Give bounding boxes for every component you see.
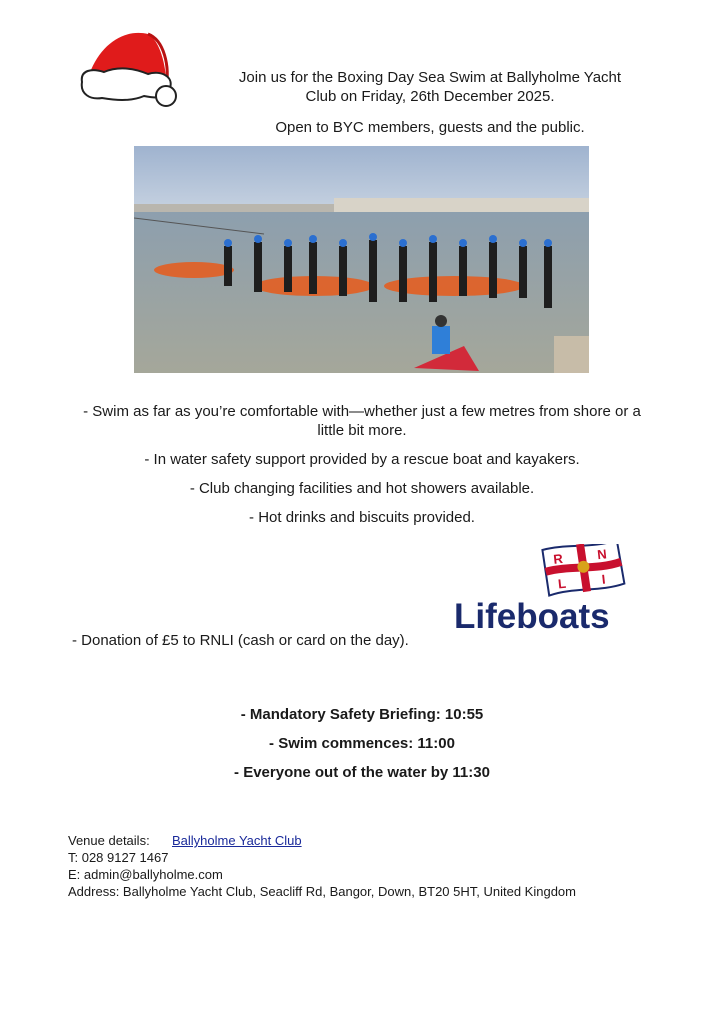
flag-letter-i: I (601, 571, 607, 587)
flag-letter-r: R (552, 550, 564, 567)
venue-details (68, 832, 576, 900)
schedule-item-swim-start: - Swim commences: 11:00 (269, 735, 455, 752)
intro-line-2: Club on Friday, 26th December 2025. (305, 88, 555, 105)
venue-email: E: admin@ballyholme.com (68, 867, 223, 882)
venue-phone: T: 028 9127 1467 (68, 850, 169, 865)
schedule-item-briefing: - Mandatory Safety Briefing: 10:55 (240, 706, 484, 723)
intro-line-1: Join us for the Boxing Day Sea Swim at Ballyholme Yacht (238, 69, 622, 86)
bullet-list (70, 402, 654, 537)
santa-hat-icon (78, 26, 180, 110)
venue-address: Address: Ballyholme Yacht Club, Seacliff Rd, Bangor, Down, BT20 5HT, United Kingdom (68, 884, 576, 899)
venue-line (68, 832, 576, 849)
donation-text: - Donation of £5 to RNLI (cash or card on the day). (72, 632, 409, 649)
swimmers-photo (134, 146, 589, 373)
bullet-item-changing-facilities: - Club changing facilities and hot showers available. (189, 480, 535, 497)
schedule-list (100, 706, 624, 793)
venue-link[interactable]: Ballyholme Yacht Club (172, 833, 302, 848)
open-to-text: Open to BYC members, guests and the public. (275, 119, 585, 136)
lifeboats-wordmark: Lifeboats (454, 597, 610, 634)
flag-letter-l: L (557, 575, 567, 592)
bullet-item-safety-support: - In water safety support provided by a rescue boat and kayakers. (144, 451, 580, 468)
venue-label: Venue details: (68, 833, 150, 848)
bullet-item-hot-drinks: - Hot drinks and biscuits provided. (249, 509, 475, 526)
schedule-item-swim-end: - Everyone out of the water by 11:30 (234, 764, 490, 781)
rnli-lifeboats-logo (452, 544, 627, 634)
intro-text (196, 68, 664, 106)
flag-letter-n: N (596, 546, 608, 563)
bullet-item-swim-distance: - Swim as far as you’re comfortable with—whether just a few metres from shore or a little bit more. (83, 403, 641, 439)
